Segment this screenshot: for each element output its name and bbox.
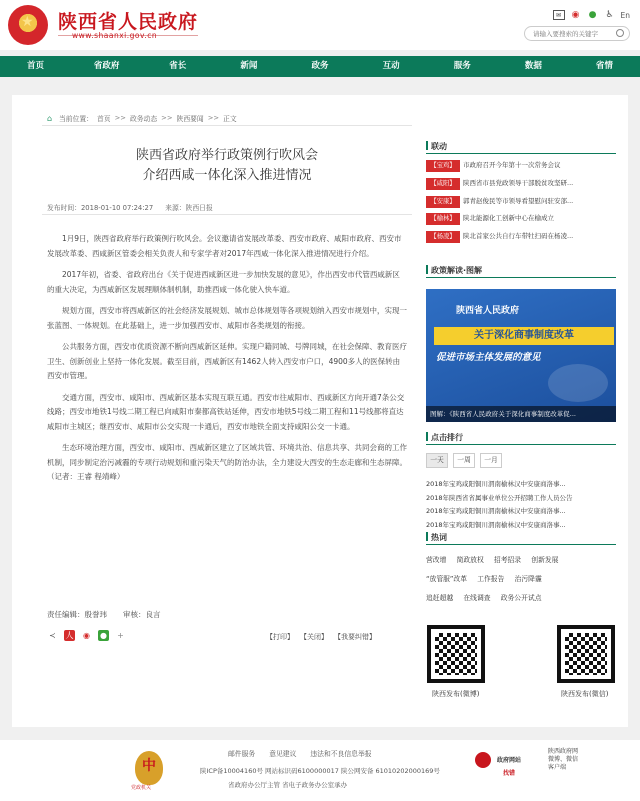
close-button[interactable]: 【关闭】 xyxy=(300,633,328,641)
section-rule xyxy=(426,444,616,445)
weibo-share-icon[interactable]: ◉ xyxy=(83,631,90,640)
tab-month[interactable]: 一月 xyxy=(480,453,502,468)
location-pin-icon: ⌂ xyxy=(47,113,53,123)
list-item[interactable] xyxy=(426,193,616,211)
site-url: www.shaanxi.gov.cn xyxy=(72,31,158,40)
more-share-icon[interactable]: + xyxy=(117,631,124,640)
footer-app-line[interactable]: 陕西政府网 xyxy=(548,748,579,755)
nav-data[interactable]: 数据 xyxy=(524,61,542,71)
tab-day[interactable]: 一天 xyxy=(426,453,448,468)
gov-site-error-badge[interactable] xyxy=(475,752,525,782)
badge-caption: 党政机关 xyxy=(131,785,152,791)
nav-interaction[interactable]: 互动 xyxy=(382,61,400,71)
hot-word[interactable]: 工作报告 xyxy=(477,575,505,583)
list-item[interactable] xyxy=(426,210,616,228)
hot-word[interactable]: 招考招录 xyxy=(493,556,522,564)
find-error-label: 找错 xyxy=(503,770,516,777)
policy-title: 政策解读·图解 xyxy=(426,265,482,276)
divider xyxy=(42,125,412,126)
region-tag: 【杨凌】 xyxy=(426,231,460,243)
nav-affairs[interactable]: 政务 xyxy=(311,61,329,71)
list-item[interactable]: 2018年宝鸡咸阳铜川渭南榆林汉中安康商洛事... xyxy=(426,507,566,515)
divider xyxy=(42,214,412,215)
banner-line2: 促进市场主体发展的意见 xyxy=(436,352,541,363)
breadcrumb-home[interactable]: 首页 xyxy=(96,115,111,123)
breadcrumb-sep: >> xyxy=(114,114,126,122)
list-item[interactable] xyxy=(426,228,616,246)
region-tag: 【安康】 xyxy=(426,196,460,208)
breadcrumb xyxy=(47,113,237,123)
region-tag: 【榆林】 xyxy=(426,213,460,225)
breadcrumb-news[interactable]: 陕西要闻 xyxy=(176,115,204,123)
search-input[interactable] xyxy=(533,27,619,40)
section-rule xyxy=(426,544,616,545)
liandong-title: 联动 xyxy=(426,141,447,152)
site-header xyxy=(0,0,640,50)
section-rule xyxy=(426,277,616,278)
site-title[interactable]: 陕西省人民政府 xyxy=(58,11,199,33)
breadcrumb-sep: >> xyxy=(161,114,173,122)
article-meta xyxy=(47,202,213,212)
publish-time: 发布时间：2018-01-10 07:24:27 xyxy=(47,204,154,212)
tab-week[interactable]: 一周 xyxy=(453,453,475,468)
nav-governor[interactable]: 省长 xyxy=(169,61,187,71)
hot-word[interactable]: 政务公开试点 xyxy=(500,594,542,602)
icp-info: 陕ICP备10004160号 网站标识码6100000017 陕公网安备 61010202000169号 xyxy=(200,767,440,775)
header-tools xyxy=(553,10,631,20)
paragraph: 规划方面，西安市将西咸新区的社会经济发展规划、城市总体规划等各项规划纳入西安市规划中，实现一张蓝图、一体规划。在此基础上，进一步加强西安市、咸阳市各类规划的衔接。 xyxy=(47,306,407,330)
hot-words xyxy=(426,551,616,608)
party-gov-badge-icon[interactable]: 中 xyxy=(135,751,163,785)
list-item[interactable] xyxy=(426,157,616,175)
list-item-text[interactable]: 陕北能源化工创新中心在榆成立 xyxy=(463,214,554,223)
banner-decoration xyxy=(548,364,608,402)
paragraph: 交通方面，西安市、咸阳市、西咸新区基本实现互联互通。西安市往咸阳市、西咸新区方向开通7条公交线路；西安市地铁1号线二期工程已向咸阳市秦都高铁站延伸，西安市地铁5号线二期工程和11号线都将直达咸阳市主城区；继西安市、咸阳市公交实现一卡通后，西安市地铁全面支持咸阳公交一卡通。 xyxy=(47,392,405,431)
wechat-share-icon[interactable]: ● xyxy=(98,630,109,641)
wechat-qr-caption: 陕西发布(微信) xyxy=(561,690,609,698)
title-line-2: 介绍西咸一体化深入推进情况 xyxy=(142,168,312,183)
liandong-list xyxy=(426,157,616,246)
paragraph: 生态环境治理方面，西安市、咸阳市、西咸新区建立了区域共管、环境共治、信息共享、共同会商的工作机制，同步制定治污减霾的专项行动规划和重污染天气的防治办法，全力建设大西安的生态走廊和生态屏障。（记者：王睿 程靖峰） xyxy=(47,443,407,481)
hot-title: 热词 xyxy=(426,532,447,543)
banner-caption[interactable]: 图解：《陕西省人民政府关于深化商事制度改革促... xyxy=(426,406,616,422)
list-item-text[interactable]: 郭青赵俊民等市领导看望慰问驻安部... xyxy=(463,196,574,205)
rank-list xyxy=(426,478,616,532)
paragraph: 公共服务方面，西安市优质资源不断向西咸新区延伸。实现户籍同城、号牌同城，在社会保障、教育医疗卫生、创新创业上坚持一体化发展。截至目前，西咸新区有1462人转入西安市户口，4900多人的医保转由西安市管理。 xyxy=(47,342,407,380)
hot-word[interactable]: 治污降霾 xyxy=(514,575,542,583)
breadcrumb-affairs[interactable]: 政务动态 xyxy=(129,115,158,123)
national-emblem-icon xyxy=(8,5,48,45)
main-nav xyxy=(0,56,640,77)
list-item[interactable] xyxy=(426,175,616,193)
people-daily-share-icon[interactable]: 人 xyxy=(65,631,74,640)
list-item[interactable]: 2018年宝鸡咸阳铜川渭南榆林汉中安康商洛事... xyxy=(426,480,566,488)
footer-app-line[interactable]: 微博、微信 xyxy=(548,756,579,763)
rank-tabs xyxy=(426,453,502,468)
hot-word[interactable]: “放管服”改革 xyxy=(426,575,468,583)
mail-icon[interactable]: ✉ xyxy=(553,10,565,20)
english-link[interactable]: En xyxy=(620,10,630,20)
search-box[interactable] xyxy=(524,26,630,41)
hot-word[interactable]: 在线调查 xyxy=(463,594,491,602)
editor: 责任编辑：殷誉玮 xyxy=(47,610,107,619)
weibo-qr-code xyxy=(427,625,485,683)
footer-links xyxy=(228,748,372,758)
share-icon: ≺ xyxy=(49,631,56,640)
list-item[interactable]: 2018年陕西省省属事业单位公开招聘工作人员公告 xyxy=(426,493,573,502)
site-footer xyxy=(0,740,640,801)
wechat-qr-code xyxy=(557,625,615,683)
hot-word[interactable]: 追赶超越 xyxy=(426,594,454,602)
print-button[interactable]: 【打印】 xyxy=(266,633,294,641)
list-item-text[interactable]: 陕北首家公共自行车带牡扫码在杨凌... xyxy=(463,232,574,241)
list-item[interactable]: 2018年宝鸡咸阳铜川渭南榆林汉中安康商洛事... xyxy=(426,520,566,529)
weibo-icon[interactable]: ◉ xyxy=(571,10,580,20)
hot-word[interactable]: 简政放权 xyxy=(456,556,484,564)
accessibility-icon[interactable]: ♿ xyxy=(605,10,614,20)
nav-home[interactable]: 首页 xyxy=(27,61,45,71)
breadcrumb-current: 正文 xyxy=(223,115,237,123)
title-line-1: 陕西省政府举行政策例行吹风会 xyxy=(135,148,318,163)
nav-services[interactable]: 服务 xyxy=(453,61,471,71)
feedback-link[interactable]: 意见建议 xyxy=(269,750,297,758)
weibo-qr-caption: 陕西发布(微博) xyxy=(432,690,480,698)
section-rule xyxy=(426,153,616,154)
report-link[interactable]: 违法和不良信息举报 xyxy=(310,750,372,758)
paragraph: 1月9日，陕西省政府举行政策例行吹风会。会议邀请省发展改革委、西安市政府、咸阳市政府、西安市发展改革委、西咸新区管委会相关负责人和专家学者对2017年西咸一体化深入推进情况进行介绍。 xyxy=(47,234,402,258)
gov-site-label: 政府网站 xyxy=(497,757,522,764)
article-title xyxy=(42,146,412,186)
gov-site-icon xyxy=(475,752,491,768)
search-icon[interactable] xyxy=(616,29,624,37)
host-info: 省政府办公厅主管 省电子政务办公室承办 xyxy=(228,781,348,789)
mail-service-link[interactable]: 邮件服务 xyxy=(228,750,256,758)
hot-word[interactable]: 营改增 xyxy=(426,556,447,564)
paragraph: 2017年初，省委、省政府出台《关于促进西咸新区进一步加快发展的意见》，作出西安市代管西咸新区的重大决定，为西咸新区发展理顺体制机制，助推西咸一体化驶入快车道。 xyxy=(47,270,400,294)
region-tag: 【咸阳】 xyxy=(426,178,460,190)
footer-apps xyxy=(548,748,578,772)
article-actions xyxy=(266,632,376,642)
report-error-button[interactable]: 【我要纠错】 xyxy=(334,633,376,641)
breadcrumb-sep: >> xyxy=(207,114,220,122)
list-item-text[interactable]: 陕西省市县党政领导干部脱贫攻坚研... xyxy=(463,178,574,187)
banner-top: 陕西省人民政府 xyxy=(456,306,520,316)
hot-word[interactable]: 创新发展 xyxy=(531,556,559,564)
list-item-text[interactable]: 市政府召开今年第十一次常务会议 xyxy=(463,161,561,169)
region-tag: 【宝鸡】 xyxy=(426,160,460,172)
nav-province-info[interactable]: 省情 xyxy=(595,61,613,71)
source: 来源：陕西日报 xyxy=(165,204,213,212)
banner-highlight: 关于深化商事制度改革 xyxy=(434,327,614,345)
nav-provincial-gov[interactable]: 省政府 xyxy=(93,61,120,71)
breadcrumb-prefix: 当前位置： xyxy=(59,115,93,123)
wechat-icon[interactable]: ● xyxy=(588,10,597,20)
share-bar xyxy=(47,630,126,641)
reviewer: 审核：良言 xyxy=(123,610,161,619)
editor-info xyxy=(47,609,161,620)
nav-news[interactable]: 新闻 xyxy=(240,61,258,71)
article-body xyxy=(47,232,407,492)
footer-app-line[interactable]: 客户端 xyxy=(548,764,567,771)
policy-banner[interactable] xyxy=(426,289,616,422)
rank-title: 点击排行 xyxy=(426,432,463,443)
